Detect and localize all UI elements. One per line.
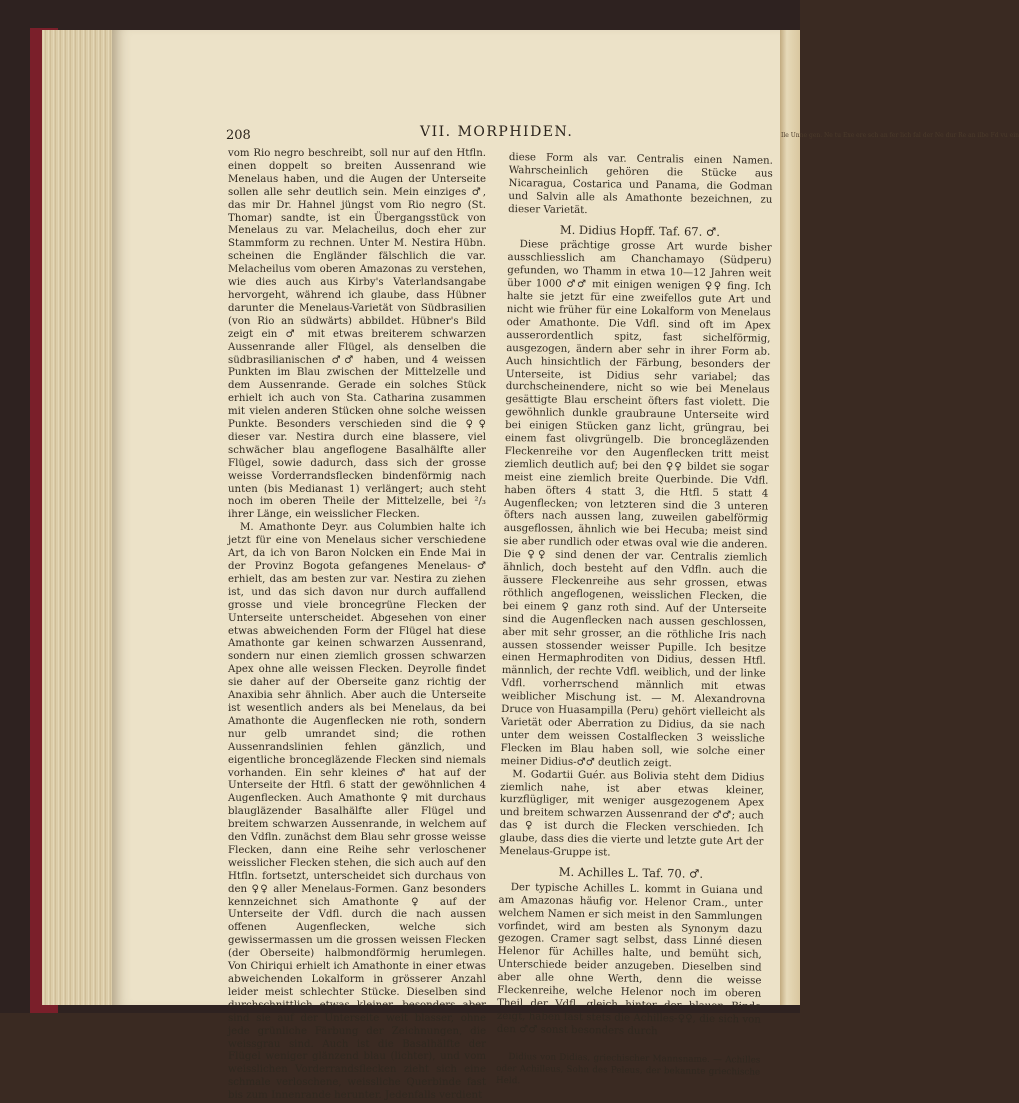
next-page-text: Ile Unne gen. Ne tu Exe ere sch an fer lich fal der Ne dur Re an ilbe Fd vu ein <box>781 132 1019 139</box>
left-column <box>228 148 486 1103</box>
running-head: VII. MORPHIDEN. <box>420 124 574 140</box>
species-heading: M. Didius Hopff. Taf. 67. ♂. <box>559 222 721 239</box>
paragraph: M. Godartii Guér. aus Bolivia steht dem Didius ziemlich nahe, ist aber etwas kleiner, kurzflügliger, mit weniger ausgezogenem Apex und breitem schwarzen Aussenrand der ♂♂; auch das ♀ ist durch die Flecken verschieden. Ich glaube, dass dies die vierte und letzte gute Art der Menelaus-Gruppe ist. <box>499 768 765 859</box>
species-heading: M. Achilles L. Taf. 70. ♂. <box>558 864 704 881</box>
right-column <box>496 152 773 1090</box>
page-number: 208 <box>226 128 251 143</box>
paragraph: diese Form als var. Centralis einen Namen. Wahrscheinlich gehören die Stücke aus Nicaragua, Costarica und Panama, die Godman und Salvin alle als Amathonte bezeichnen, zu dieser Varietät. <box>508 152 773 216</box>
paragraph: vom Rio negro beschreibt, soll nur auf den Htfln. einen doppelt so breiten Aussenrand wie Menelaus haben, und die Augen der Unterseite sollen alle sehr deutlich sein. Mein einziges ♂, das mir Dr. Hahnel jüngst vom Rio negro (St. Thomar) sandte, ist ein Übergangsstück von Menelaus zu var. Melacheilus, doch eher zur Stammform zu rechnen. Unter M. Nestira Hübn. scheinen die Engländer fälschlich die var. Melacheilus vom oberen Amazonas zu verstehen, wie dies auch aus Kirby's Vaterlandsangabe hervorgeht, während ich glaube, dass Hübner darunter die Menelaus-Varietät von Südbrasilien (von Rio an südwärts) abbildet. Hübner's Bild zeigt ein ♂ mit etwas breiterem schwarzen Aussenrande aller Flügel, als denselben die südbrasilianischen ♂♂ haben, und 4 weissen Punkten im Blau zwischen der Mittelzelle und dem Aussenrande. Gerade ein solches Stück erhielt ich auch von Sta. Catharina zusammen mit vielen anderen Stücken ohne solche weissen Punkte. Besonders verschieden sind die ♀♀ dieser var. Nestira durch eine blassere, viel schwächer blau angeflogene Basalhälfte aller Flügel, sowie dadurch, dass sich der grosse weisse Vorderrandsflecken bindenförmig nach unten (bis Medianast 1) verlängert; auch steht noch im oberen Theile der Mittelzelle, bei ²/₃ ihrer Länge, ein weisslicher Flecken. <box>228 148 486 521</box>
footnote: Didius von Didias, griechischer Mannsname. — Achilles oder Achilleus, Sohn des Peleus, der bekannte griechische Held. <box>495 1051 761 1086</box>
paragraph: Der typische Achilles L. kommt in Guiana und am Amazonas häufig vor. Helenor Cram., unter welchem Namen er sich meist in den Sammlungen vorfindet, wird am besten als Synonym dazu gezogen. Cramer sagt selbst, dass Linné diesen Helenor für Achilles halte, und bemüht sich, Unterschiede beider anzugeben. Dieselben sind aber alle ohne Werth, denn die weisse Fleckenreihe, welche Helenor noch im oberen Theil der Vdfl. gleich hinter der blauen Binde zeigt, haben fast stets die Achilles-♀♀, die sich von den ♂♂ sonst besonders durch <box>496 881 763 1037</box>
paragraph: Diese prächtige grosse Art wurde bisher ausschliesslich am Chanchamayo (Südperu) gefunden, wo Thamm in etwa 10—12 Jahren weit über 1000 ♂♂ mit einigen wenigen ♀♀ fing. Ich halte sie jetzt für eine zweifellos gute Art und nicht wie früher für eine Lokalform von Menelaus oder Amathonte. Die Vdfl. sind oft im Apex ausserordentlich spitz, fast sichelförmig, ausgezogen, ändern aber sehr in ihrer Form ab. Auch hinsichtlich der Färbung, besonders der Unterseite, ist Didius sehr variabel; das durchscheinendere, nicht so wie bei Menelaus gesättigte Blau erscheint öfters fast violett. Die gewöhnlich dunkle graubraune Unterseite wird bei einigen Stücken ganz licht, grüngrau, bei einem fast olivgrüngelb. Die broncegläzenden Fleckenreihe vor den Augenflecken tritt meist ziemlich deutlich auf; bei den ♀♀ bildet sie sogar meist eine ziemlich breite Querbinde. Die Vdfl. haben öfters 4 statt 3, die Htfl. 5 statt 4 Augenflecken; von letzteren sind die 3 unteren öfters nach aussen lang, zuweilen gabelförmig ausgeflossen, ähnlich wie bei Hecuba; meist sind sie aber rundlich oder etwas oval wie die anderen. Die ♀♀ sind denen der var. Centralis ziemlich ähnlich, doch besteht auf den Vdfln. auch die äussere Fleckenreihe aus sehr grossen, etwas röthlich angeflogenen, weisslichen Flecken, die bei einem ♀ ganz roth sind. Auf der Unterseite sind die Augenflecken nach aussen geschlossen, aber mit sehr grosser, an die röthliche Iris nach aussen stossender weisser Pupille. Ich besitze einen Hermaphroditen von Didius, dessen Htfl. männlich, der rechte Vdfl. weiblich, und der linke Vdfl. vorherrschend männlich mit etwas weiblicher Mischung ist. — M. Alexandrovna Druce von Huasampilla (Peru) gehört vielleicht als Varietät oder Aberration zu Didius, da sie nach unter dem weissen Costalflecken 3 weissliche Flecken im Blau haben soll, wie solche einer meiner Didius-♂♂ deutlich zeigt. <box>500 239 772 770</box>
paragraph: M. Amathonte Deyr. aus Columbien halte ich jetzt für eine von Menelaus sicher verschiedene Art, da ich von Baron Nolcken ein Ende Mai in der Provinz Bogota gefangenes Menelaus-♂ erhielt, das am besten zur var. Nestira zu ziehen ist, und das sich davon nur durch auffallend grosse und viele broncegrüne Flecken der Unterseite unterscheidet. Abgesehen von einer etwas abweichenden Form der Flügel hat diese Amathonte gar keinen schwarzen Aussenrand, sondern nur einen ziemlich grossen schwarzen Apex ohne alle weissen Flecken. Deyrolle findet sie daher auf der Oberseite ganz richtig der Anaxibia sehr ähnlich. Aber auch die Unterseite ist wesentlich anders als bei Menelaus, da bei Amathonte die Augenflecken nie roth, sondern nur gelb umrandet sind; die rothen Aussenrandslinien fehlen gänzlich, und eigentliche broncegläzende Flecken sind niemals vorhanden. Ein sehr kleines ♂ hat auf der Unterseite der Htfl. 6 statt der gewöhnlichen 4 Augenflecken. Auch Amathonte ♀ mit durchaus blaugläzender Basalhälfte aller Flügel und breitem schwarzen Aussenrande, in welchem auf den Vdfln. zunächst dem Blau sehr grosse weisse Flecken, dann eine Reihe sehr verloschener weisslicher Flecken stehen, die sich auch auf den Htfln. fortsetzt, unterscheidet sich durchaus von den ♀♀ aller Menelaus-Formen. Ganz besonders kennzeichnet sich Amathonte ♀ auf der Unterseite der Vdfl. durch die nach aussen offenen Augenflecken, welche sich gewissermassen um die grossen weissen Flecken (der Oberseite) halbmondförmig herumlegen. Von Chiriqui erhielt ich Amathonte in einer etwas abweichenden Lokalform in grösserer Anzahl leider meist schlechter Stücke. Dieselben sind durchschnittlich etwas kleiner, besonders aber sind sie auf der Unterseite weit blasser, ohne jede grünliche Färbung der Zeichnungen, die weissgrau sind. Auch ist die Basalhälfte der Flügel weniger glänzend blau (lichter), und vom weisslichen Vorderrandsflecken zieht sich eine schmale verloschene, weissliche Querbinde fast bis zum Innenrande herunter. Jedenfalls verdient <box>228 522 486 1102</box>
